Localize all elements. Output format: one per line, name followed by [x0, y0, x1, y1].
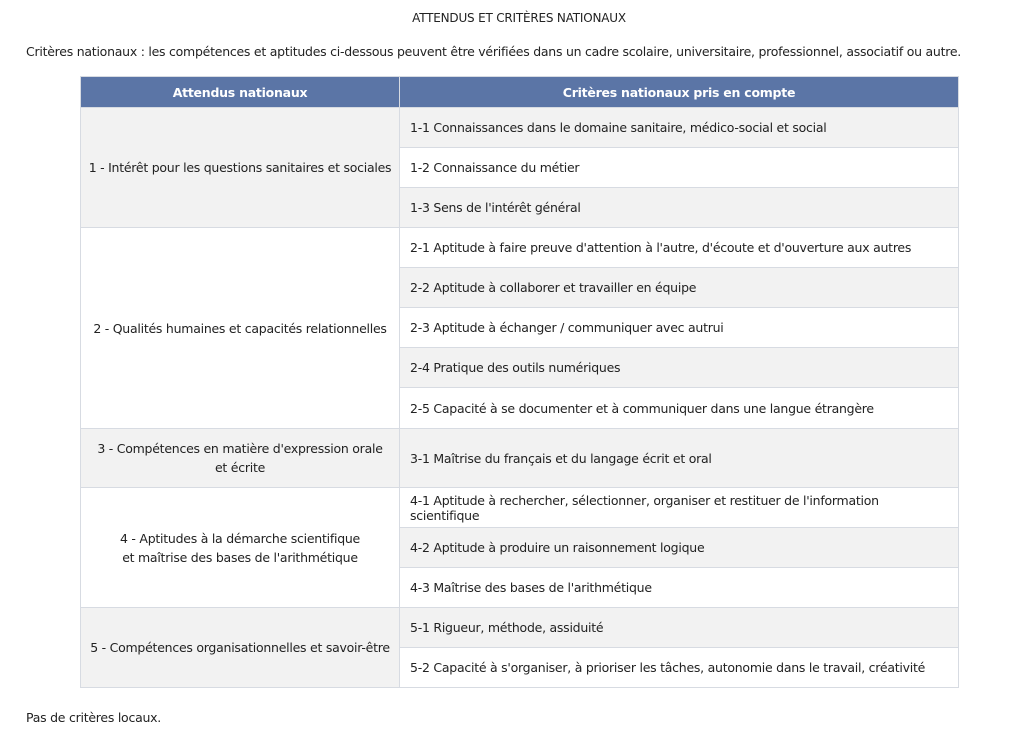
attendu-cell: 5 - Compétences organisationnelles et savoir-être	[81, 608, 400, 688]
table-row	[81, 228, 959, 268]
footer-note: Pas de critères locaux.	[26, 710, 162, 725]
critere-cell: 5-1 Rigueur, méthode, assiduité	[400, 608, 959, 648]
header-attendus: Attendus nationaux	[81, 77, 400, 108]
table-row	[81, 608, 959, 648]
attendu-cell: 2 - Qualités humaines et capacités relationnelles	[81, 228, 400, 429]
critere-cell: 1-3 Sens de l'intérêt général	[400, 188, 959, 228]
critere-cell: 2-4 Pratique des outils numériques	[400, 348, 959, 388]
critere-cell: 1-2 Connaissance du métier	[400, 148, 959, 188]
critere-cell: 1-1 Connaissances dans le domaine sanitaire, médico-social et social	[400, 108, 959, 148]
critere-cell: 2-5 Capacité à se documenter et à communiquer dans une langue étrangère	[400, 388, 959, 429]
criteria-table	[80, 76, 959, 688]
header-criteres: Critères nationaux pris en compte	[400, 77, 959, 108]
critere-cell: 2-1 Aptitude à faire preuve d'attention à l'autre, d'écoute et d'ouverture aux autres	[400, 228, 959, 268]
table-row	[81, 108, 959, 148]
critere-cell: 4-3 Maîtrise des bases de l'arithmétique	[400, 568, 959, 608]
attendu-line: et écrite	[214, 460, 266, 475]
attendu-cell	[81, 429, 400, 488]
page-title: ATTENDUS ET CRITÈRES NATIONAUX	[412, 11, 626, 25]
table-header-row	[81, 77, 959, 108]
critere-cell: 2-2 Aptitude à collaborer et travailler en équipe	[400, 268, 959, 308]
attendu-line: et maîtrise des bases de l'arithmétique	[122, 549, 358, 565]
attendu-line: 4 - Aptitudes à la démarche scientifique	[120, 530, 360, 546]
critere-cell: 2-3 Aptitude à échanger / communiquer avec autrui	[400, 308, 959, 348]
critere-cell: 5-2 Capacité à s'organiser, à prioriser les tâches, autonomie dans le travail, créativité	[400, 648, 959, 688]
attendu-cell: 1 - Intérêt pour les questions sanitaires et sociales	[81, 108, 400, 228]
attendu-line: 3 - Compétences en matière d'expression orale	[97, 441, 383, 456]
critere-cell: 3-1 Maîtrise du français et du langage écrit et oral	[400, 429, 959, 488]
table-row	[81, 488, 959, 528]
critere-cell: 4-2 Aptitude à produire un raisonnement logique	[400, 528, 959, 568]
attendu-cell	[81, 488, 400, 608]
intro-text: Critères nationaux : les compétences et aptitudes ci-dessous peuvent être vérifiées dans un cadre scolaire, universitaire, professionnel, associatif ou autre.	[26, 44, 961, 59]
critere-cell: 4-1 Aptitude à rechercher, sélectionner, organiser et restituer de l'information scientifique	[400, 488, 959, 528]
table-row	[81, 429, 959, 488]
